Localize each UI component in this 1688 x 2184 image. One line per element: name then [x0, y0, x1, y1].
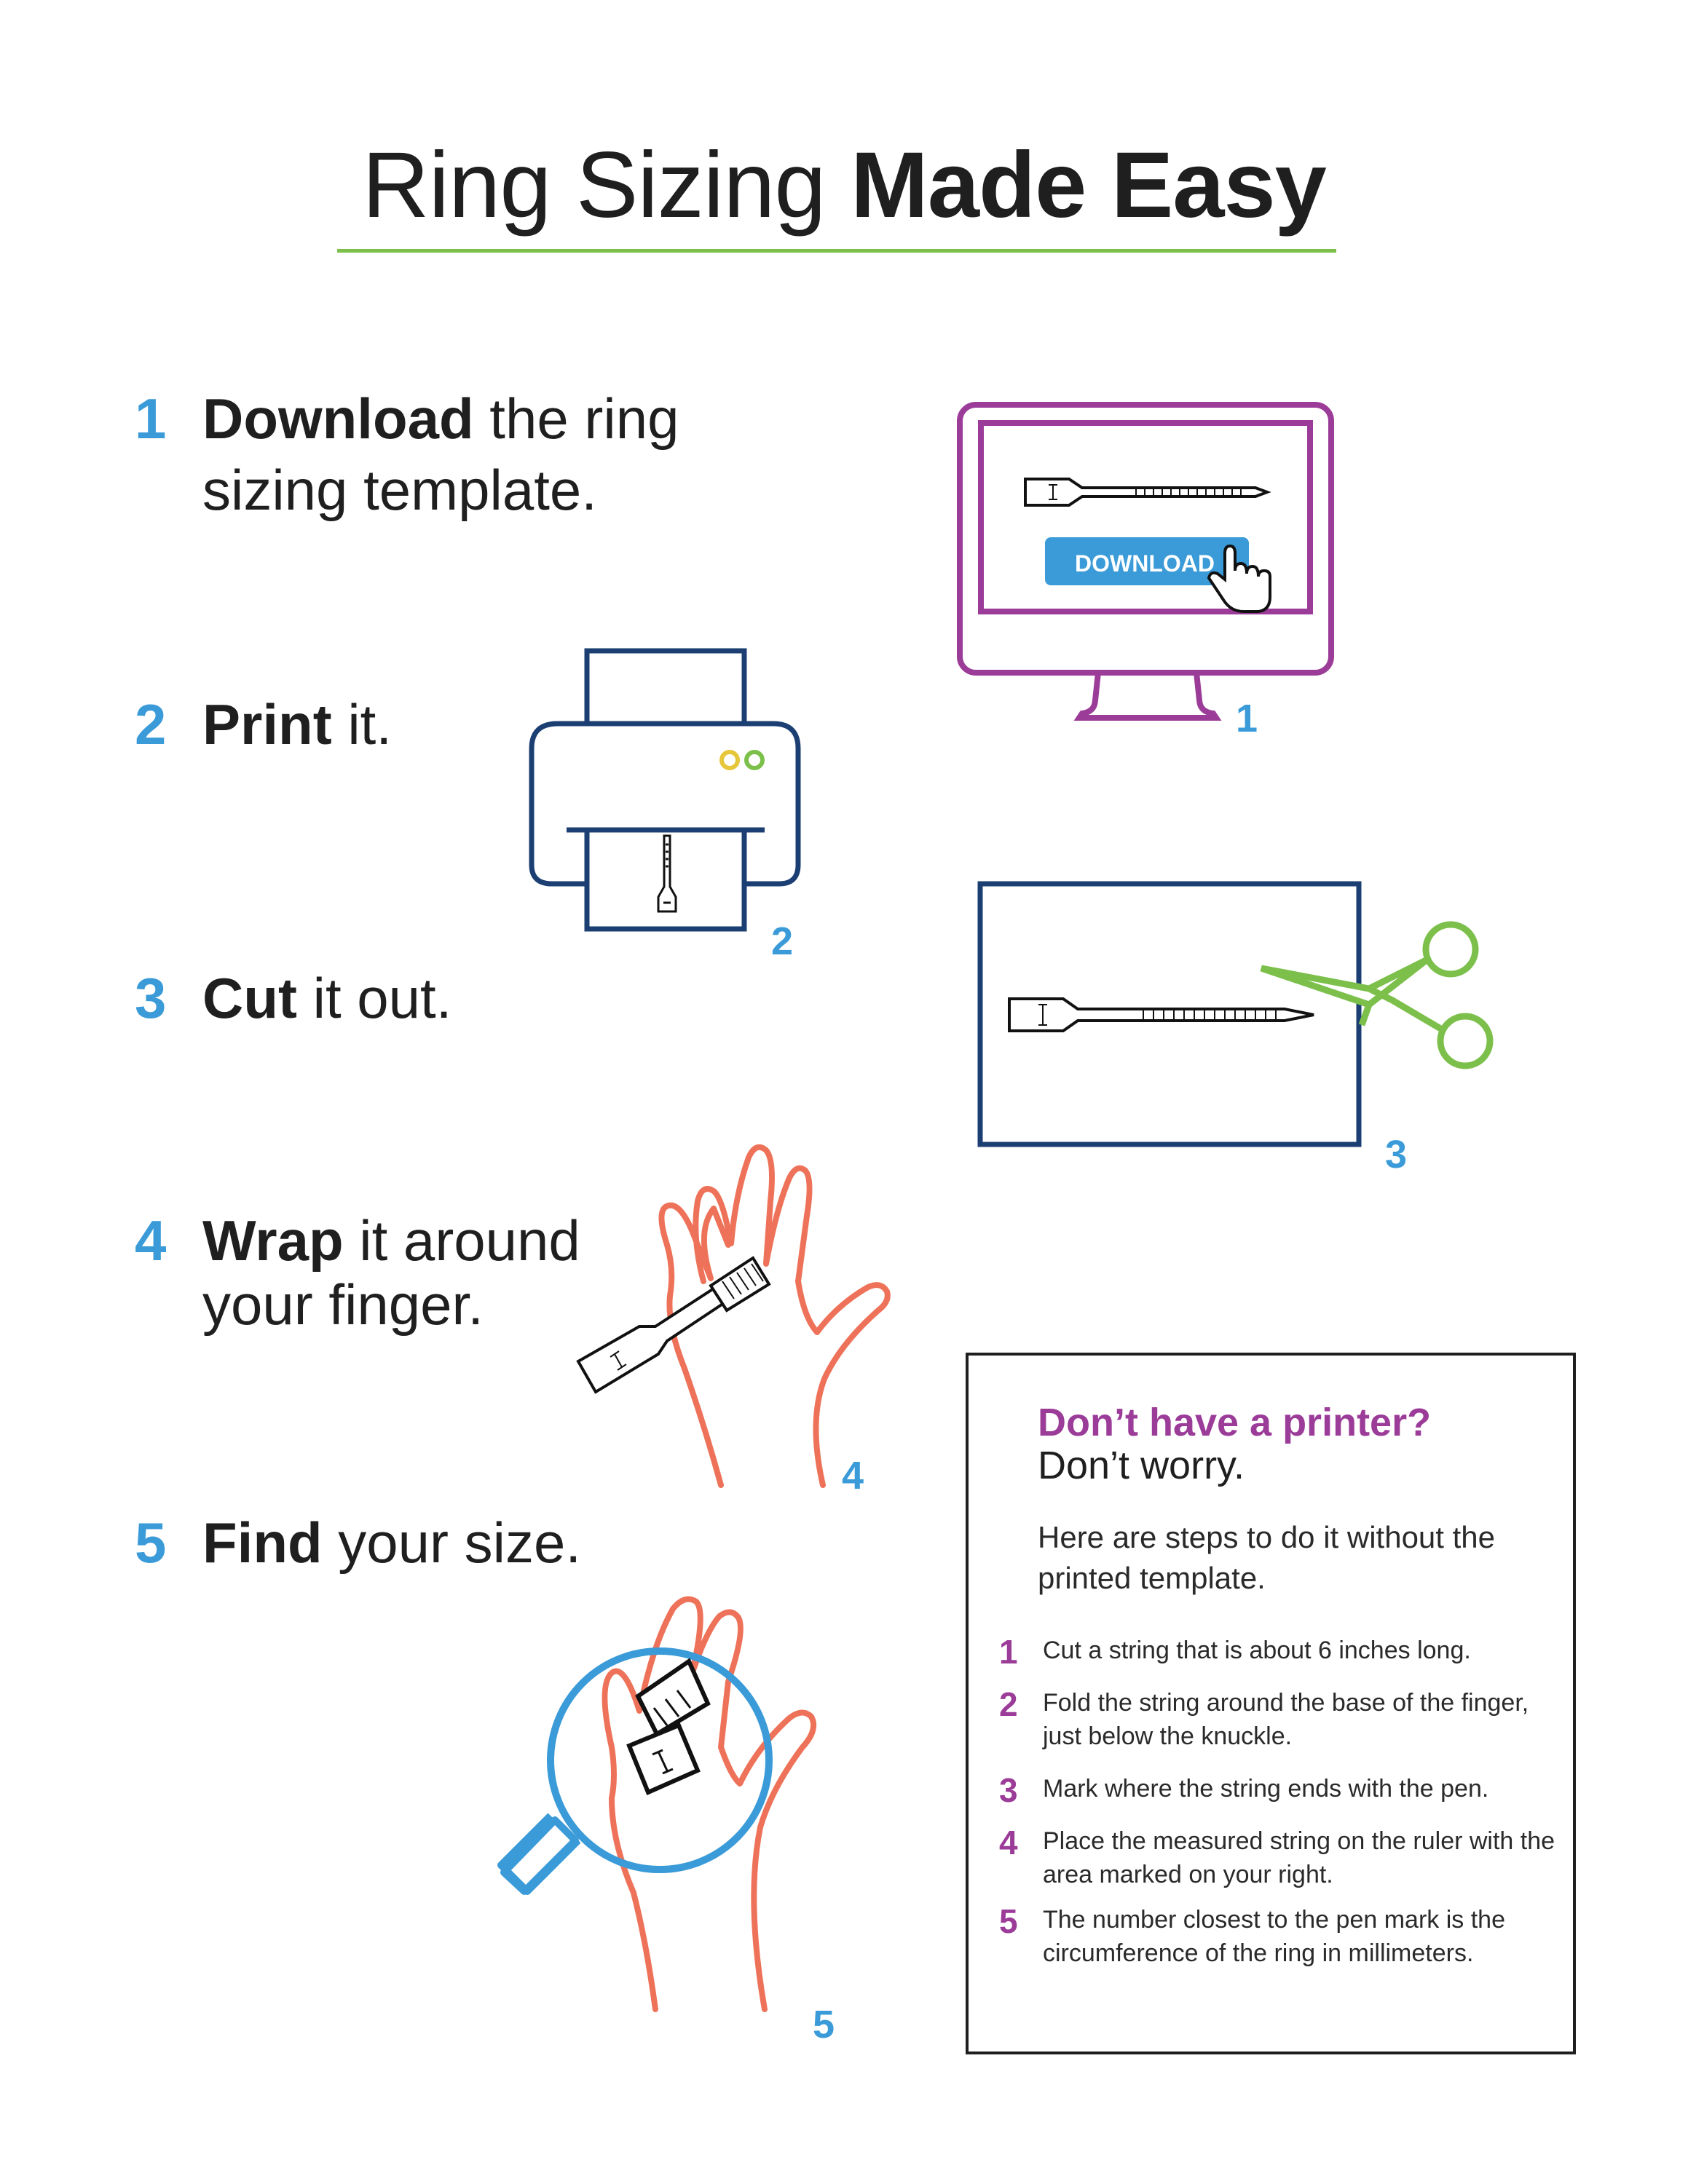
alt-step-text: The number closest to the pen mark is the circumference of the ring in millimeters. — [1043, 1906, 1505, 1967]
cut-template-illustration — [976, 879, 1500, 1156]
step-rest: it around — [343, 1208, 580, 1273]
step-number: 2 — [135, 692, 167, 756]
alt-step-number: 5 — [999, 1902, 1018, 1940]
alt-step-number: 2 — [999, 1685, 1018, 1723]
step-text — [202, 1205, 580, 1276]
no-printer-intro: Here are steps to do it without the printed template. — [1038, 1520, 1496, 1595]
alt-step-number: 4 — [999, 1824, 1018, 1861]
step-rest: your size. — [322, 1511, 582, 1575]
figure-number-5: 5 — [813, 2003, 835, 2046]
step-text-line2: sizing template. — [202, 458, 597, 522]
monitor-illustration — [954, 399, 1333, 727]
step-number: 3 — [135, 966, 167, 1030]
title-underline — [337, 249, 1336, 253]
step-bold: Print — [202, 692, 332, 756]
no-printer-subheading: Don’t worry. — [1038, 1444, 1245, 1487]
step-text — [202, 689, 392, 760]
hand-wrap-illustration — [568, 1136, 961, 1492]
download-button-label: DOWNLOAD — [1075, 550, 1215, 577]
printer-illustration — [529, 646, 805, 938]
ring-sizer-icon — [629, 1661, 708, 1792]
step-bold: Cut — [202, 966, 297, 1030]
figure-number-3: 3 — [1385, 1133, 1408, 1176]
figure-number-1: 1 — [1236, 697, 1258, 740]
step-number: 1 — [135, 387, 167, 451]
step-bold: Wrap — [202, 1208, 344, 1273]
figure-number-4: 4 — [842, 1454, 864, 1497]
step-text — [202, 383, 679, 454]
alt-step-text: Place the measured string on the ruler with the area marked on your right. — [1043, 1827, 1555, 1888]
ring-sizer-icon — [1025, 479, 1267, 505]
magnifier-illustration — [488, 1565, 867, 2017]
ring-sizer-icon — [1009, 999, 1314, 1031]
title-regular: Ring Sizing — [362, 133, 826, 237]
alt-step-number: 1 — [999, 1633, 1018, 1671]
step-rest: it out. — [296, 966, 452, 1030]
step-bold: Find — [202, 1511, 323, 1575]
step-bold: Download — [202, 387, 474, 451]
page-title — [0, 131, 1688, 240]
title-bold: Made Easy — [851, 133, 1326, 237]
step-text — [202, 962, 451, 1034]
alt-step-text: Mark where the string ends with the pen. — [1043, 1775, 1489, 1803]
alt-step-text: Fold the string around the base of the finger, just below the knuckle. — [1043, 1689, 1529, 1750]
step-rest: the ring — [473, 387, 679, 451]
alt-step-text: Cut a string that is about 6 inches long. — [1043, 1637, 1471, 1664]
no-printer-heading: Don’t have a printer? — [1038, 1401, 1432, 1444]
figure-number-2: 2 — [771, 919, 794, 963]
scissors-icon — [1261, 925, 1490, 1066]
step-text-line2: your finger. — [202, 1273, 484, 1337]
step-number: 4 — [135, 1208, 167, 1273]
alt-step-number: 3 — [999, 1771, 1018, 1809]
ring-sizer-icon — [658, 836, 676, 911]
step-rest: it. — [331, 692, 393, 756]
step-number: 5 — [135, 1511, 167, 1575]
